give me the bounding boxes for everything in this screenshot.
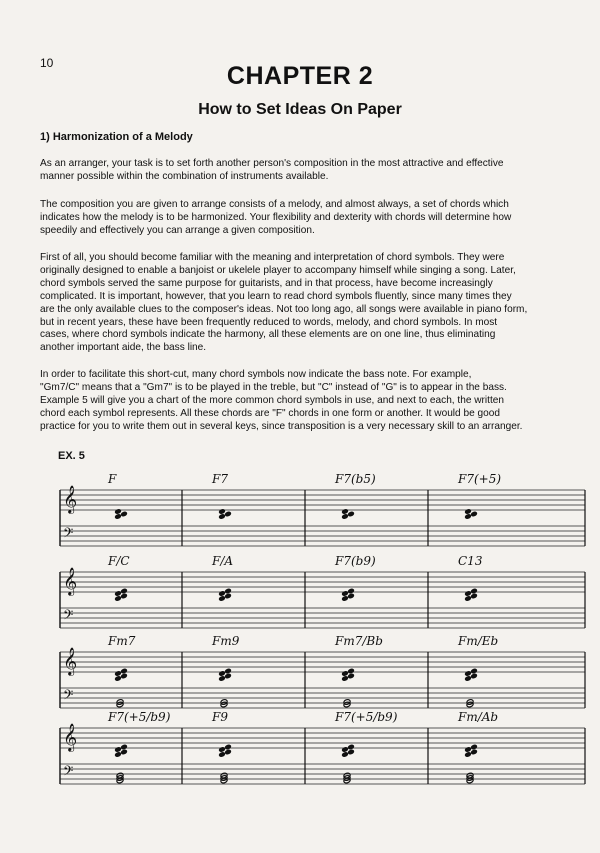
notehead [341, 746, 349, 753]
notehead [347, 744, 355, 751]
notehead [120, 668, 128, 675]
paragraph-line: originally designed to enable a banjoist or ukelele player to accompany himself while singing a song. Later, [40, 264, 516, 276]
notehead [470, 673, 478, 680]
notehead [114, 675, 122, 682]
notehead [341, 513, 349, 520]
notehead [224, 749, 232, 756]
paragraph-line: Example 5 will give you a chart of the more common chord symbols in use, and next to each, the written [40, 394, 504, 406]
notehead [464, 590, 472, 597]
chord-symbol: F7(+5) [458, 472, 502, 486]
paragraph-line: cases, where chord symbols indicate the harmony, all these elements are on one line, thus eliminating [40, 329, 496, 341]
notehead [347, 511, 355, 518]
notehead [470, 593, 478, 600]
paragraph-line: "Gm7/C" means that a "Gm7" is to be played in the treble, but "C" instead of "G" is to appear in the bass. [40, 381, 507, 393]
chord-symbol: F9 [212, 710, 228, 724]
paragraph-line: but in recent years, these have been frequently reduced to words, melody, and chord symbols. In most [40, 316, 498, 328]
notehead [470, 668, 478, 675]
notehead [341, 590, 349, 597]
paragraph-line: speedily and effectively you can arrange a given composition. [40, 224, 315, 236]
paragraph-line: chord each symbol represents. All these chords are "F" chords in one form or another. It would be good [40, 407, 500, 419]
notehead [341, 508, 349, 515]
notehead [120, 593, 128, 600]
paragraph-line: practice for you to write them out in several keys, since transposition is a very necessary skill to an arranger. [40, 420, 523, 432]
notehead [218, 513, 226, 520]
notehead [224, 593, 232, 600]
notehead [218, 595, 226, 602]
chord-symbol: Fm/Eb [458, 634, 499, 648]
notehead [341, 675, 349, 682]
notehead [120, 588, 128, 595]
notehead [347, 593, 355, 600]
notehead [114, 590, 122, 597]
example-label: EX. 5 [58, 450, 85, 462]
paragraph-line: indicates how the melody is to be harmonized. Your flexibility and dexterity with chords will determine how [40, 211, 512, 223]
notehead [218, 670, 226, 677]
notehead [224, 511, 232, 518]
notehead [218, 675, 226, 682]
notehead [120, 749, 128, 756]
paragraph-line: are the only available clues to the composer's ideas. Not too long ago, all songs were available in piano form, [40, 303, 528, 315]
chord-symbol: F/C [108, 554, 130, 568]
notehead [464, 670, 472, 677]
notehead [464, 513, 472, 520]
notehead [464, 675, 472, 682]
paragraph-line: complicated. It is important, however, that you learn to read chord symbols fluently, since many times they [40, 290, 512, 302]
bass-clef: 𝄢 [63, 763, 74, 782]
notehead [347, 668, 355, 675]
chord-symbol: F [108, 472, 117, 486]
notehead [347, 749, 355, 756]
notehead [218, 508, 226, 515]
notehead [464, 751, 472, 758]
chord-symbol: F7(+5/b9) [108, 710, 171, 724]
paragraph-line: The composition you are given to arrange consists of a melody, and almost always, a set of chords which [40, 199, 509, 210]
bass-clef: 𝄢 [63, 687, 74, 706]
chord-symbol: Fm9 [212, 634, 240, 648]
page-number: 10 [40, 56, 54, 70]
notehead [120, 673, 128, 680]
chord-symbol: F7(+5/b9) [335, 710, 398, 724]
notehead [470, 511, 478, 518]
chord-symbol: F/A [212, 554, 234, 568]
notehead [218, 751, 226, 758]
notehead [464, 746, 472, 753]
notehead [347, 588, 355, 595]
notehead [470, 744, 478, 751]
notehead [224, 744, 232, 751]
paragraph-line: As an arranger, your task is to set forth another person's composition in the most attractive and effective [40, 158, 504, 169]
chord-symbol: Fm7 [108, 634, 136, 648]
treble-clef: 𝄞 [63, 723, 78, 751]
notehead [114, 746, 122, 753]
notehead [341, 751, 349, 758]
notehead [114, 751, 122, 758]
notehead [224, 668, 232, 675]
notehead [218, 590, 226, 597]
notehead [114, 513, 122, 520]
notehead [218, 746, 226, 753]
notehead [224, 588, 232, 595]
paragraph-line: another important aide, the bass line. [40, 342, 207, 354]
treble-clef: 𝄞 [63, 647, 78, 675]
notehead [470, 588, 478, 595]
notehead [114, 595, 122, 602]
bass-clef: 𝄢 [63, 607, 74, 626]
paragraph-line: chord symbols served the same purpose for guitarists, and in that process, have become increasingly [40, 277, 493, 289]
treble-clef: 𝄞 [63, 485, 78, 513]
chord-symbol: F7(b5) [335, 472, 376, 486]
notehead [347, 673, 355, 680]
notehead [341, 670, 349, 677]
notehead [470, 749, 478, 756]
chapter-title: CHAPTER 2 [226, 62, 374, 90]
chord-symbol: F7(b9) [335, 554, 376, 568]
bass-clef: 𝄢 [63, 525, 74, 544]
notehead [120, 744, 128, 751]
paragraph-line: First of all, you should become familiar with the meaning and interpretation of chord symbols. They were [40, 252, 505, 263]
chapter-subtitle: How to Set Ideas On Paper [198, 101, 402, 118]
notehead [464, 595, 472, 602]
section-heading: 1) Harmonization of a Melody [40, 131, 193, 143]
notehead [464, 508, 472, 515]
chord-symbol: C13 [458, 554, 483, 568]
notehead [114, 670, 122, 677]
chord-symbol: Fm7/Bb [335, 634, 383, 648]
notehead [341, 595, 349, 602]
treble-clef: 𝄞 [63, 567, 78, 595]
notehead [114, 508, 122, 515]
chord-symbol: F7 [212, 472, 228, 486]
notehead [120, 511, 128, 518]
chord-symbol: Fm/Ab [458, 710, 499, 724]
paragraph-line: manner possible within the combination of instruments available. [40, 170, 329, 182]
paragraph-line: In order to facilitate this short-cut, many chord symbols now indicate the bass note. For example, [40, 369, 472, 380]
notehead [224, 673, 232, 680]
